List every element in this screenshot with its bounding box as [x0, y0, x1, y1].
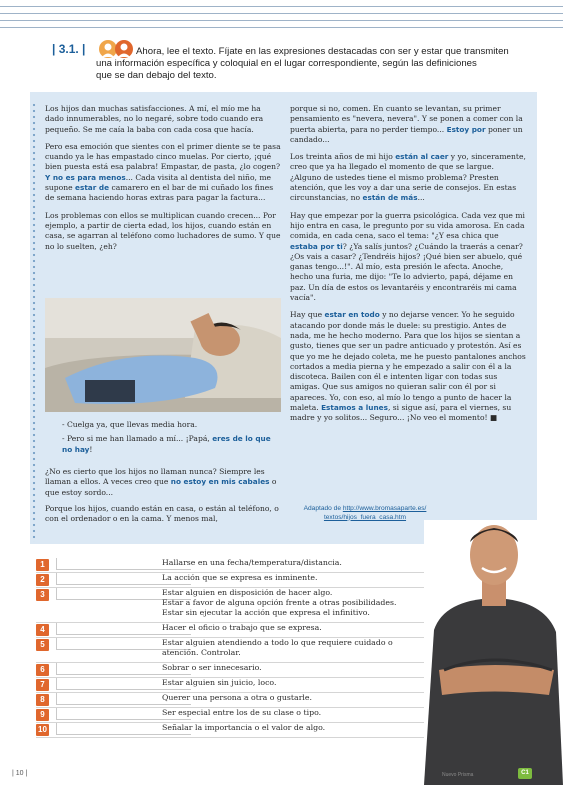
text-segment: y no dejarse vencer. Yo he seguido atacando por donde más le duele: su prestigio. Antes de nada, me he hecho moderno. Para que los hijos se sientan a gusto, tienes que ser un padre anticuado y protestón. Así es que yo me he dejado coleta, me he puesto pantalones anchos cortados a media pierna y he empezado a salir con él a la discoteca. Bailen con él e intenten ligar con todas sus amigas. Que sus amigos no quieran salir con él por si apareces. Yo, con eso, al mío lo tengo a punto de hacer la maleta.: [290, 310, 526, 413]
text-paragraph: [290, 152, 527, 203]
reading-activity-icon: [98, 38, 134, 60]
definition-number-badge: 9: [36, 709, 49, 721]
top-decorative-lines: [0, 0, 563, 34]
photo-teen-on-phone: [45, 298, 281, 412]
text-paragraph: [45, 104, 282, 135]
definition-text: [162, 708, 442, 718]
highlighted-expression: están al caer: [395, 152, 449, 162]
text-segment: poner un candado...: [290, 124, 523, 144]
definition-line: Querer una persona a otra o gustarle.: [162, 693, 313, 702]
text-segment: y yo, sinceramente, creo que ya ha llegado el momento de que se largue. ¿Alguno de ustedes tiene el mismo problema? Presten atención, que les voy a dar una serie de consejos. En estas circunstancias, no: [290, 152, 526, 203]
highlighted-expression: Y no es para menos: [45, 172, 126, 182]
definition-line: Sobrar o ser innecesario.: [162, 663, 262, 672]
text-segment: ¿No es cierto que los hijos no llaman nunca? Siempre les llaman a ellos. A veces creo que: [45, 467, 265, 487]
text-segment: ...: [417, 193, 425, 203]
highlighted-expression: están de más: [362, 193, 418, 203]
definition-text: [162, 573, 442, 583]
definition-number-badge: 8: [36, 694, 49, 706]
text-segment: ? ¿Ya salís juntos? ¿Cuándo la traerás a cenar? ¿Os vais a casar? ¿Tendréis hijos? ¡Qué bien ser abuelo, qué ganas tengo...!". Al mío, esta presión le afecta. Anoche, hecho una furia, me dijo: "Te lo advierto, papá, déjame en paz. Un día de estos os levantaréis y encontraréis mi cama vacía".: [290, 241, 523, 303]
definition-number-badge: 2: [36, 574, 49, 586]
text-segment: Hay que empezar por la guerra psicológica. Cada vez que mi hijo entra en casa, le pregunto por su vida amorosa. En cada comida, en cada cena, saco el tema: "¿Y esa chica que: [290, 210, 525, 241]
text-segment: o que estoy sordo...: [45, 477, 277, 497]
text-segment: Los hijos dan muchas satisfacciones. A mí, el mío me ha dado innumerables, no lo negaré, sobre todo cuando era pequeño. Se me caía la baba con cada cosa que hacía.: [45, 104, 264, 134]
definition-row: [36, 588, 436, 617]
text-segment: - Pero si me han llamado a mí... ¡Papá,: [62, 434, 213, 444]
definition-number-badge: 4: [36, 624, 49, 636]
definition-text: [162, 723, 442, 733]
text-segment: Hay que: [290, 310, 325, 320]
highlighted-expression: estar en todo: [324, 310, 380, 320]
row-divider: [36, 737, 436, 738]
text-segment: porque si no, comen. En cuanto se levantan, su primer pensamiento es "nevera, nevera". Y se ponen a comer con la puerta abierta, para no perder tiempo...: [290, 104, 523, 134]
source-url[interactable]: textos/hijos_fuera_casa.htm: [323, 513, 407, 521]
text-column-left: [45, 104, 282, 259]
definition-line: La acción que se expresa es inminente.: [162, 573, 318, 582]
text-column-left-bottom: [45, 467, 282, 530]
text-column-right: [290, 104, 527, 431]
level-badge: C1: [518, 768, 532, 779]
definition-line: Estar a favor de alguna opción frente a otras posibilidades.: [162, 598, 397, 607]
definition-number-badge: 1: [36, 559, 49, 571]
definition-text: [162, 663, 442, 673]
definition-number-badge: 3: [36, 589, 49, 601]
definition-line: Señalar la importancia o el valor de algo.: [162, 723, 326, 732]
highlighted-expression: estar de: [75, 183, 110, 193]
definition-text: [162, 623, 442, 633]
text-segment: - Cuelga ya, que llevas media hora.: [62, 420, 198, 429]
definition-line: Estar sin ejecutar la acción que expresa el infinitivo.: [162, 608, 370, 617]
definition-number-badge: 5: [36, 639, 49, 651]
dialogue-block: [62, 420, 280, 459]
definition-line: Estar alguien sin juicio, loco.: [162, 678, 277, 687]
highlighted-expression: no estoy en mis cabales: [170, 477, 270, 487]
definition-text: [162, 588, 442, 618]
text-paragraph: [290, 104, 527, 145]
source-url[interactable]: http://www.bromasaparte.es/: [342, 505, 427, 512]
source-prefix: Adaptado de: [303, 505, 343, 512]
definition-number-badge: 7: [36, 679, 49, 691]
definition-line: Ser especial entre los de su clase o tipo.: [162, 708, 322, 717]
definition-number-badge: 10: [36, 724, 49, 736]
definition-line: Hallarse en una fecha/temperatura/distancia.: [162, 558, 342, 567]
text-paragraph: [45, 142, 282, 204]
definition-line: Estar alguien en disposición de hacer algo.: [162, 588, 333, 597]
definition-row: [36, 708, 436, 721]
text-segment: camarero en el bar de mi cuñado los fines de semana haciendo horas extras para pagar la factura...: [45, 183, 274, 203]
text-paragraph: [62, 420, 280, 430]
definition-line: atención. Controlar.: [162, 648, 241, 657]
text-paragraph: [45, 467, 282, 498]
definition-text: [162, 693, 442, 703]
text-paragraph: [45, 504, 282, 525]
definition-row: [36, 678, 436, 691]
definition-row: [36, 693, 436, 706]
text-segment: ... Cada visita al dentista del niño, me supone: [45, 172, 272, 193]
photo-man-smiling: [424, 520, 563, 785]
instruction-line: Ahora, lee el texto. Fíjate en las expresiones destacadas con ser y estar que transmiten: [136, 46, 509, 57]
text-paragraph: [45, 211, 282, 252]
definition-row: [36, 638, 436, 657]
definition-row: [36, 623, 436, 636]
definition-line: Hacer el oficio o trabajo que se expresa.: [162, 623, 322, 632]
definition-text: [162, 678, 442, 688]
highlighted-expression: eres de lo que no hay: [62, 434, 271, 454]
text-paragraph: [62, 434, 280, 455]
definition-line: Estar alguien atendiendo a todo lo que requiere cuidado o: [162, 638, 393, 647]
text-segment: Pero esa emoción que sientes con el primer diente se te pasa cuando ya le has empastado cinco muelas. Por cierto, ¡qué bien puesta está esa palabra! Empastar, de pasta, ¿lo cogen?: [45, 141, 281, 172]
definition-row: [36, 558, 436, 571]
text-paragraph: [290, 310, 527, 423]
text-segment: Porque los hijos, cuando están en casa, o están al teléfono, o con el ordenador o en la cama. Y menos mal,: [45, 503, 279, 524]
text-segment: !: [89, 444, 93, 454]
instruction-line: que se dan debajo del texto.: [96, 70, 217, 81]
text-segment: Los problemas con ellos se multiplican cuando crecen... Por ejemplo, a partir de cierta edad, los hijos, cuando están en casa, se agarran al teléfono como luchadores de sumo. Y que no lo suelten, ¿eh?: [45, 210, 281, 251]
definition-row: [36, 663, 436, 676]
page-number: | 10 |: [12, 770, 28, 777]
exercise-number: | 3.1. |: [52, 42, 86, 56]
exercise-instructions: [96, 46, 548, 82]
highlighted-expression: Estoy por: [446, 124, 486, 134]
instruction-line: una información específica y coloquial en el lugar correspondiente, según las definiciones: [96, 58, 477, 69]
highlighted-expression: Estamos a lunes: [321, 403, 388, 413]
text-paragraph: [290, 211, 527, 304]
book-brand: Nuevo Prisma: [442, 772, 474, 778]
definition-text: [162, 558, 442, 568]
definition-row: [36, 723, 436, 736]
definition-row: [36, 573, 436, 586]
text-segment: , si sigue así, para el viernes, su madre y yo solitos... Seguro... ¡No veo el momento! ■: [290, 403, 512, 423]
text-segment: Los treinta años de mi hijo: [290, 152, 396, 162]
definition-number-badge: 6: [36, 664, 49, 676]
dotted-margin: [32, 102, 36, 542]
definition-text: [162, 638, 442, 658]
highlighted-expression: estaba por ti: [290, 241, 343, 251]
source-citation: [290, 505, 440, 522]
